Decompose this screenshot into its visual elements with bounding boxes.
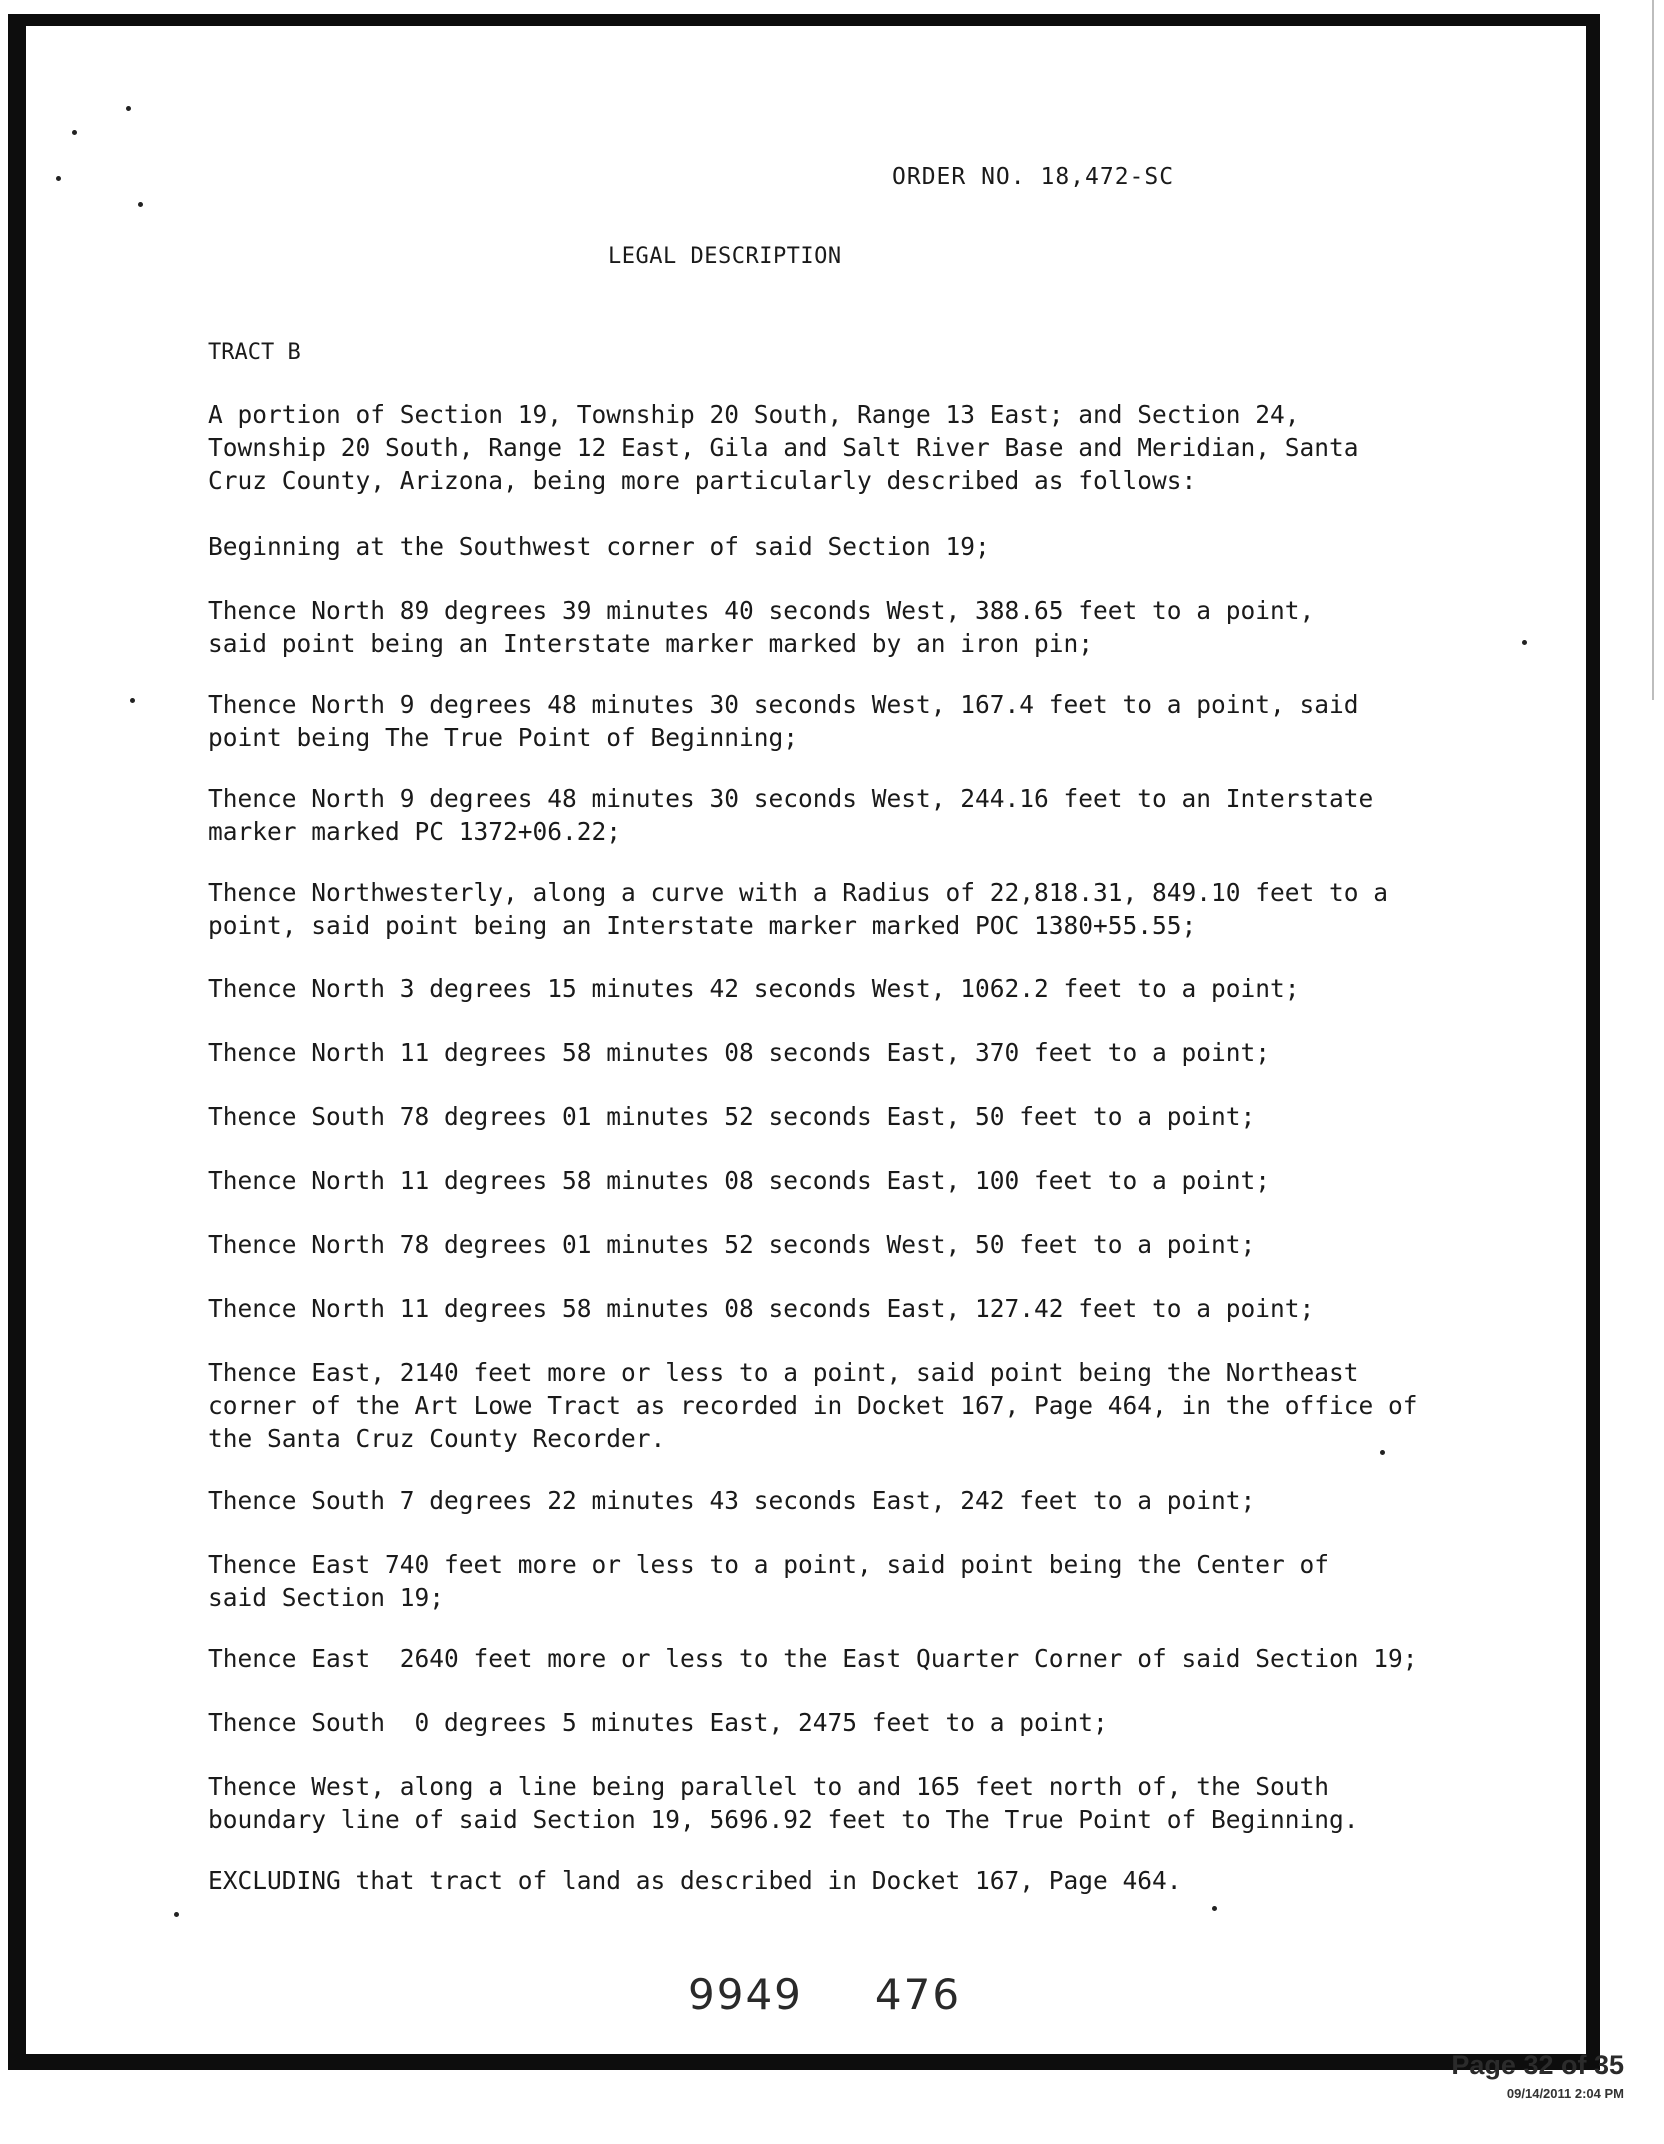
scan-speck xyxy=(138,202,143,207)
description-paragraph: Thence South 7 degrees 22 minutes 43 seconds East, 242 feet to a point; xyxy=(208,1486,1256,1515)
recording-stamp xyxy=(688,1970,961,2019)
description-paragraph: Thence North 89 degrees 39 minutes 40 seconds West, 388.65 feet to a point, said point being an Interstate marker marked by an iron pin; xyxy=(208,596,1315,658)
description-paragraph: Thence Northwesterly, along a curve with a Radius of 22,818.31, 849.10 feet to a point, said point being an Interstate marker marked POC 1380+55.55; xyxy=(208,878,1389,940)
tract-label: TRACT B xyxy=(208,340,301,365)
scan-edge-line xyxy=(1652,0,1654,700)
page-counter: Page 32 of 35 xyxy=(1451,2050,1624,2080)
description-paragraph: Thence North 9 degrees 48 minutes 30 seconds West, 244.16 feet to an Interstate marker marked PC 1372+06.22; xyxy=(208,784,1374,846)
scan-speck xyxy=(130,698,135,703)
description-paragraph: Thence East, 2140 feet more or less to a point, said point being the Northeast corner of the Art Lowe Tract as recorded in Docket 167, Page 464, in the office of the Santa Cruz County Recorder. xyxy=(208,1358,1418,1453)
description-paragraph: EXCLUDING that tract of land as described in Docket 167, Page 464. xyxy=(208,1866,1182,1895)
description-paragraph: Thence North 11 degrees 58 minutes 08 seconds East, 100 feet to a point; xyxy=(208,1166,1271,1195)
description-paragraph: Thence North 9 degrees 48 minutes 30 seconds West, 167.4 feet to a point, said point being The True Point of Beginning; xyxy=(208,690,1359,752)
docket-number: 9949 xyxy=(688,1970,803,2019)
scan-speck xyxy=(174,1912,179,1917)
description-paragraph: Thence South 0 degrees 5 minutes East, 2475 feet to a point; xyxy=(208,1708,1108,1737)
scan-speck xyxy=(126,106,131,111)
description-paragraph: Thence East 740 feet more or less to a point, said point being the Center of said Section 19; xyxy=(208,1550,1330,1612)
description-paragraph: Thence North 3 degrees 15 minutes 42 seconds West, 1062.2 feet to a point; xyxy=(208,974,1300,1003)
print-timestamp: 09/14/2011 2:04 PM xyxy=(1506,2086,1624,2101)
recording-page-number: 476 xyxy=(874,1970,962,2019)
document-title: LEGAL DESCRIPTION xyxy=(608,244,842,269)
description-paragraph: A portion of Section 19, Township 20 South, Range 13 East; and Section 24, Township 20 South, Range 12 East, Gila and Salt River Base and Meridian, Santa Cruz County, Arizona, being more particularly described as follows: xyxy=(208,400,1359,495)
description-paragraph: Beginning at the Southwest corner of said Section 19; xyxy=(208,532,990,561)
scan-speck xyxy=(56,176,61,181)
description-paragraph: Thence East 2640 feet more or less to the East Quarter Corner of said Section 19; xyxy=(208,1644,1418,1673)
scan-speck xyxy=(1212,1906,1217,1911)
description-paragraph: Thence South 78 degrees 01 minutes 52 seconds East, 50 feet to a point; xyxy=(208,1102,1256,1131)
order-number: ORDER NO. 18,472-SC xyxy=(892,164,1175,190)
description-paragraph: Thence North 11 degrees 58 minutes 08 seconds East, 127.42 feet to a point; xyxy=(208,1294,1315,1323)
scan-speck xyxy=(72,130,77,135)
description-paragraph: Thence West, along a line being parallel to and 165 feet north of, the South boundary line of said Section 19, 5696.92 feet to The True Point of Beginning. xyxy=(208,1772,1359,1834)
description-paragraph: Thence North 11 degrees 58 minutes 08 seconds East, 370 feet to a point; xyxy=(208,1038,1271,1067)
description-paragraph: Thence North 78 degrees 01 minutes 52 seconds West, 50 feet to a point; xyxy=(208,1230,1256,1259)
